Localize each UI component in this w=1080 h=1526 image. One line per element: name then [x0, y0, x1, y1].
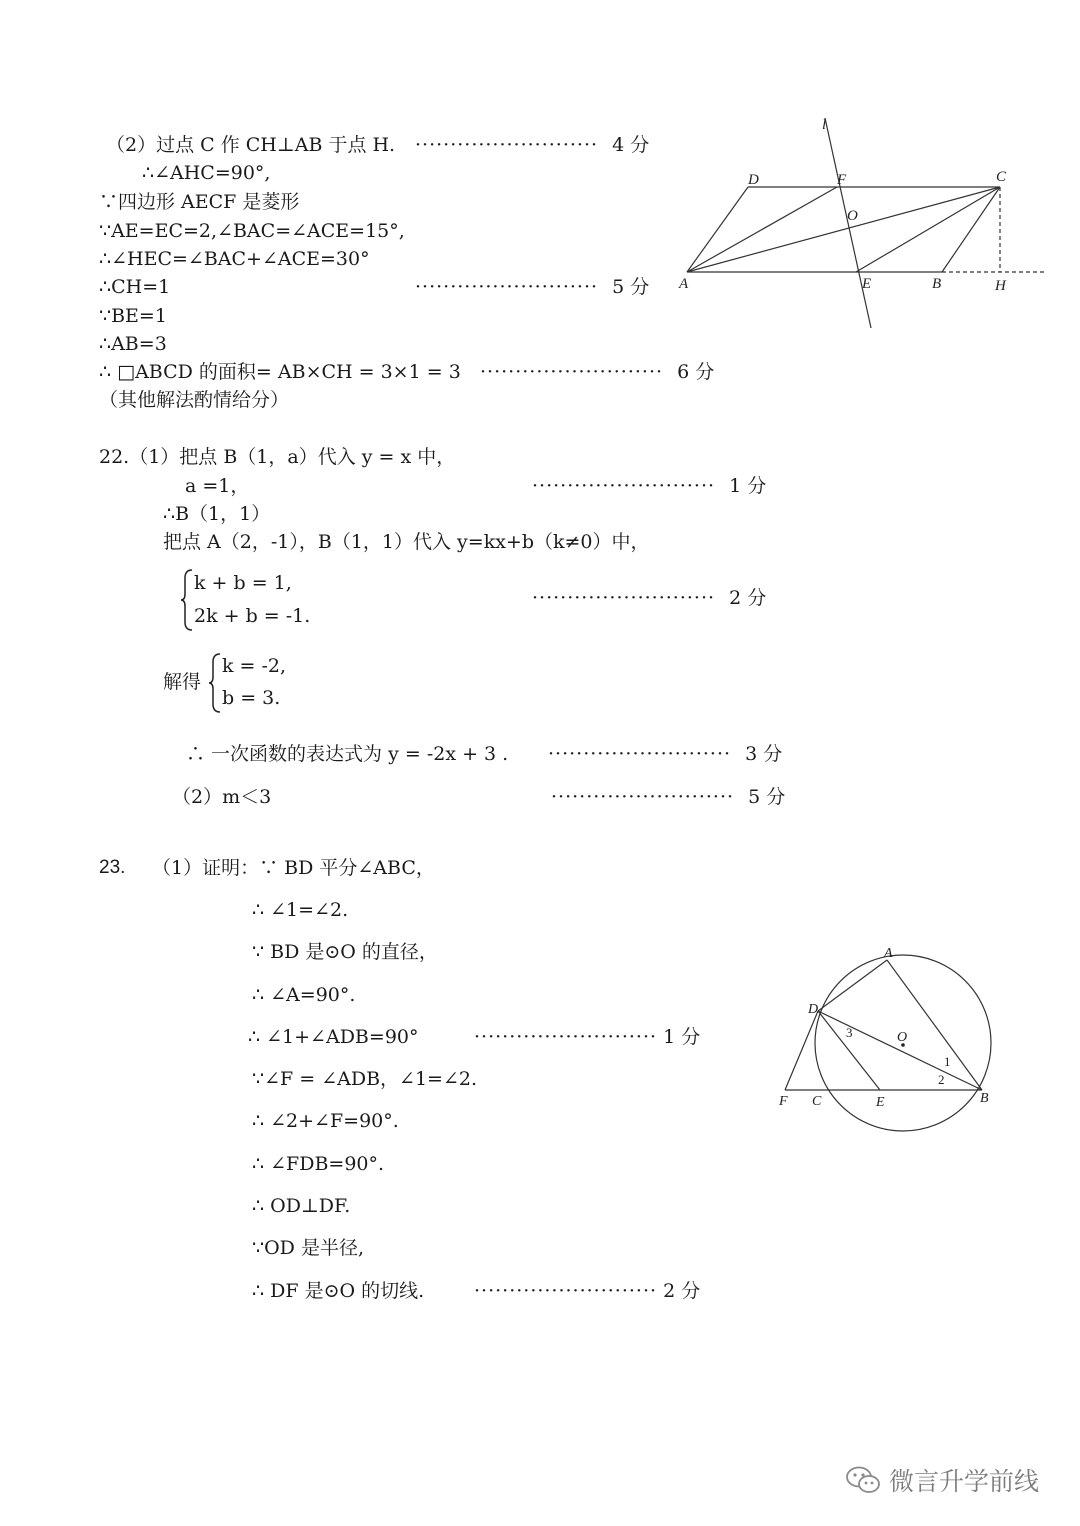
q21-line-6: ∴CH=1 — [99, 276, 171, 298]
angle-label-2: 2 — [938, 1072, 945, 1087]
q23-number: 23. — [99, 857, 126, 878]
q22-line-6: （2）m＜3 — [172, 786, 272, 808]
q23-score-1 — [474, 1025, 700, 1049]
q23-line-8: ∴ ∠FDB=90°. — [252, 1153, 385, 1175]
dot-leader: ·························· — [532, 587, 716, 609]
segment-af — [687, 187, 837, 272]
segment-ad — [687, 187, 748, 272]
q21-score-6 — [480, 360, 714, 384]
score-label: 5 分 — [612, 276, 650, 298]
segment-ab — [887, 960, 982, 1090]
label-l: l — [822, 117, 827, 133]
q23-line-1: （1）证明：∵ BD 平分∠ABC， — [152, 857, 435, 879]
angle-label-3: 3 — [846, 1025, 853, 1040]
q22-system1-eq1: k + b = 1, — [194, 572, 292, 594]
q21-score-5 — [415, 275, 649, 299]
dot-leader: ·························· — [480, 361, 664, 383]
segment-df — [785, 1011, 818, 1090]
label-F: F — [779, 1094, 788, 1109]
q21-score-4 — [415, 133, 649, 157]
q23-line-4: ∴ ∠A=90°. — [252, 984, 356, 1006]
watermark-text: 微言升学前线 — [889, 1467, 1040, 1496]
q22-line-5: ∴ 一次函数的表达式为 y = -2x + 3 . — [186, 743, 509, 765]
segment-db — [818, 1011, 982, 1090]
score-label: 2 分 — [729, 587, 767, 609]
label-A: A — [679, 276, 689, 292]
score-label: 3 分 — [745, 743, 783, 765]
label-C: C — [812, 1094, 822, 1109]
label-B: B — [932, 276, 942, 292]
q23-line-2: ∴ ∠1=∠2. — [252, 899, 349, 921]
label-A: A — [884, 946, 893, 961]
q21-line-10: （其他解法酌情给分） — [99, 389, 290, 411]
label-D: D — [748, 172, 759, 188]
q23-line-5: ∴ ∠1+∠ADB=90° — [248, 1026, 419, 1048]
dot-leader: ·························· — [551, 786, 735, 808]
q22-line-3: ∴B（1，1） — [163, 503, 271, 525]
label-C: C — [996, 169, 1007, 185]
angle-label-1: 1 — [944, 1054, 951, 1069]
q22-line-2: a =1， — [185, 475, 250, 497]
q22-score-1 — [532, 474, 766, 498]
segment-de — [818, 1011, 880, 1090]
dot-leader: ·························· — [474, 1026, 658, 1048]
brace-system-1 — [180, 568, 194, 632]
label-D: D — [808, 1002, 819, 1017]
q23-score-2 — [474, 1279, 700, 1303]
q22-score-5 — [551, 785, 785, 809]
q23-line-6: ∵∠F = ∠ADB，∠1=∠2. — [252, 1068, 478, 1090]
label-F: F — [837, 172, 847, 188]
q22-solve-label: 解得 — [163, 671, 202, 693]
dot-leader: ·························· — [548, 743, 732, 765]
dot-leader: ·························· — [532, 475, 716, 497]
wechat-icon — [845, 1465, 881, 1495]
score-label: 4 分 — [612, 134, 650, 156]
q21-line-4: ∵AE=EC=2,∠BAC=∠ACE=15°, — [99, 220, 405, 242]
label-O: O — [897, 1030, 908, 1045]
watermark — [845, 1462, 1039, 1498]
q22-line-1: 22.（1）把点 B（1，a）代入 y = x 中， — [99, 446, 456, 468]
segment-bc — [942, 187, 1000, 272]
q23-line-10: ∵OD 是半径, — [252, 1237, 364, 1259]
score-label: 5 分 — [748, 786, 786, 808]
brace-system-2 — [208, 652, 222, 714]
q21-line-3: ∵四边形 AECF 是菱形 — [99, 191, 300, 213]
q23-line-9: ∴ OD⊥DF. — [252, 1195, 351, 1217]
q22-line-4: 把点 A（2，-1），B（1，1）代入 y=kx+b（k≠0）中， — [163, 531, 650, 553]
q21-line-2: ∴∠AHC=90°, — [142, 162, 271, 184]
q21-line-7: ∵BE=1 — [99, 305, 167, 327]
segment-da — [818, 960, 887, 1011]
label-H: H — [995, 278, 1006, 294]
dot-leader: ·························· — [415, 276, 599, 298]
score-label: 1 分 — [663, 1026, 701, 1048]
segment-ec — [856, 187, 1000, 272]
q22-score-2 — [532, 586, 766, 610]
dot-leader: ·························· — [474, 1280, 658, 1302]
q23-line-3: ∵ BD 是⊙O 的直径， — [252, 941, 438, 963]
score-label: 6 分 — [677, 361, 715, 383]
label-E: E — [862, 276, 872, 292]
q23-circle-figure — [770, 935, 1010, 1150]
q21-line-5: ∴∠HEC=∠BAC+∠ACE=30° — [99, 248, 370, 270]
q21-line-1: （2）过点 C 作 CH⊥AB 于点 H. — [106, 134, 396, 156]
score-label: 1 分 — [729, 475, 767, 497]
q22-system2-eq2: b = 3. — [222, 687, 281, 709]
dot-leader: ·························· — [415, 134, 599, 156]
q21-parallelogram-figure — [670, 110, 1060, 340]
q23-line-11: ∴ DF 是⊙O 的切线. — [252, 1280, 425, 1302]
label-B: B — [980, 1091, 989, 1106]
label-O: O — [847, 208, 858, 224]
q21-line-9: ∴ □ABCD 的面积= AB×CH = 3×1 = 3 — [99, 361, 461, 383]
label-E: E — [876, 1095, 885, 1110]
q22-score-3 — [548, 742, 782, 766]
q21-line-8: ∴AB=3 — [99, 333, 167, 355]
score-label: 2 分 — [663, 1280, 701, 1302]
q22-system1-eq2: 2k + b = -1. — [194, 605, 311, 627]
q22-system2-eq1: k = -2, — [222, 655, 287, 677]
q23-line-7: ∴ ∠2+∠F=90°. — [252, 1110, 399, 1132]
